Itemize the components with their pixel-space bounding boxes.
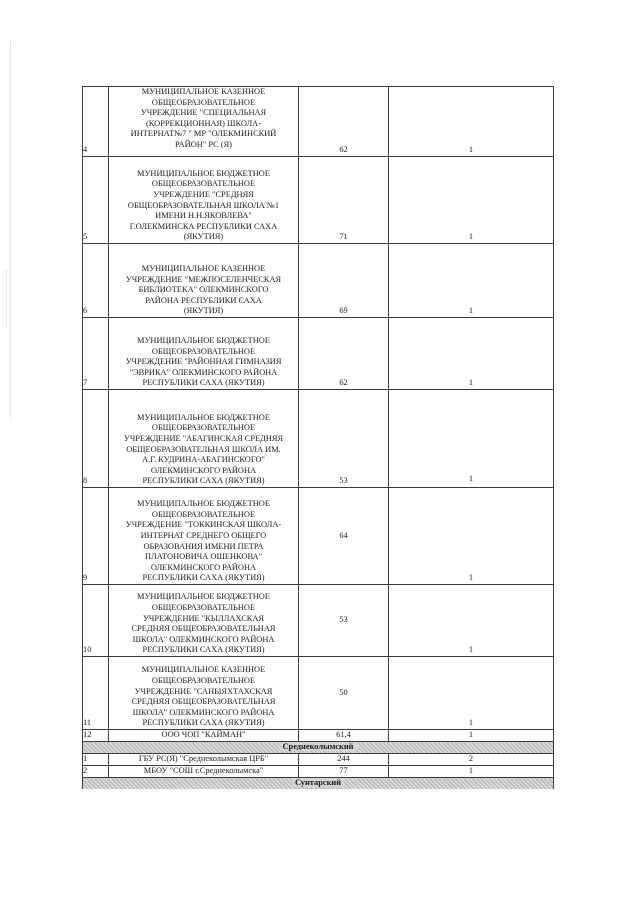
- table-row: [83, 585, 554, 657]
- table-row: [83, 657, 554, 730]
- organization-name: МУНИЦИПАЛЬНОЕ КАЗЕННОЕ ОБЩЕОБРАЗОВАТЕЛЬНОЕ УЧРЕЖДЕНИЕ "СПЕЦИАЛЬНАЯ (КОРРЕКЦИОННАЯ) ШКОЛА- ИНТЕРНАТ№7 " МР "ОЛЕКМИНСКИЙ РАЙОН" РС (Я): [109, 87, 299, 157]
- section-title: Среднеколымский: [83, 742, 554, 754]
- table-row: [83, 730, 554, 742]
- scan-margin-marks: [6, 270, 13, 330]
- organization-name: ГБУ РС(Я) "Среднеколымская ЦРБ": [109, 754, 299, 766]
- value-cell: 62: [299, 87, 389, 157]
- organization-name: МУНИЦИПАЛЬНОЕ БЮДЖЕТНОЕ ОБЩЕОБРАЗОВАТЕЛЬНОЕ УЧРЕЖДЕНИЕ "ТОККИНСКАЯ ШКОЛА- ИНТЕРНАТ СРЕДНЕГО ОБЩЕГО ОБРАЗОВАНИЯ ИМЕНИ ПЕТРА ПЛАТОНОВИЧА ОШЕНКОВА" ОЛЕКМИНСКОГО РАЙОНА РЕСПУБЛИКИ САХА (ЯКУТИЯ): [109, 488, 299, 585]
- row-number: 5: [83, 157, 109, 244]
- organization-name: МУНИЦИПАЛЬНОЕ БЮДЖЕТНОЕ ОБЩЕОБРАЗОВАТЕЛЬНОЕ УЧРЕЖДЕНИЕ "РАЙОННАЯ ГИМНАЗИЯ "ЭВРИКА" ОЛЕКМИНСКОГО РАЙОНА РЕСПУБЛИКИ САХА (ЯКУТИЯ): [109, 318, 299, 390]
- value-cell: 77: [299, 766, 389, 778]
- table-row: [83, 244, 554, 318]
- value-cell: 69: [299, 244, 389, 318]
- row-number: 2: [83, 766, 109, 778]
- table-row: [83, 754, 554, 766]
- count-cell: 1: [389, 766, 554, 778]
- count-cell: 1: [389, 488, 554, 585]
- value-cell: 71: [299, 157, 389, 244]
- count-cell: 1: [389, 244, 554, 318]
- section-title: Сунтарский: [83, 778, 554, 790]
- section-header-row: [83, 778, 554, 790]
- table-row: [83, 318, 554, 390]
- value-cell: 62: [299, 318, 389, 390]
- value-cell: 53: [299, 390, 389, 488]
- value-cell: 61,4: [299, 730, 389, 742]
- table-row: [83, 488, 554, 585]
- row-number: 8: [83, 390, 109, 488]
- row-number: 7: [83, 318, 109, 390]
- row-number: 4: [83, 87, 109, 157]
- table-row: [83, 157, 554, 244]
- count-cell: 1: [389, 730, 554, 742]
- organizations-table: [82, 86, 554, 789]
- count-cell: 1: [389, 585, 554, 657]
- organization-name: ООО ЧОП "КАЙМАН": [109, 730, 299, 742]
- count-cell: 2: [389, 754, 554, 766]
- value-cell: 50: [299, 657, 389, 730]
- count-cell: 1: [389, 657, 554, 730]
- row-number: 11: [83, 657, 109, 730]
- organization-name: МУНИЦИПАЛЬНОЕ БЮДЖЕТНОЕ ОБЩЕОБРАЗОВАТЕЛЬНОЕ УЧРЕЖДЕНИЕ "СРЕДНЯЯ ОБЩЕОБРАЗОВАТЕЛЬНАЯ ШКОЛА №1 ИМЕНИ Н.Н.ЯКОВЛЕВА" Г.ОЛЕКМИНСКА РЕСПУБЛИКИ САХА (ЯКУТИЯ): [109, 157, 299, 244]
- count-cell: 1: [389, 390, 554, 488]
- organization-name: МУНИЦИПАЛЬНОЕ КАЗЕННОЕ УЧРЕЖДЕНИЕ "МЕЖПОСЕЛЕНЧЕСКАЯ БИБЛИОТЕКА" ОЛЕКМИНСКОГО РАЙОНА РЕСПУБЛИКИ САХА (ЯКУТИЯ): [109, 244, 299, 318]
- value-cell: 64: [299, 488, 389, 585]
- table-row: [83, 390, 554, 488]
- table-row: [83, 766, 554, 778]
- section-header-row: [83, 742, 554, 754]
- count-cell: 1: [389, 318, 554, 390]
- count-cell: 1: [389, 87, 554, 157]
- row-number: 1: [83, 754, 109, 766]
- value-cell: 53: [299, 585, 389, 657]
- count-cell: 1: [389, 157, 554, 244]
- organization-name: МУНИЦИПАЛЬНОЕ БЮДЖЕТНОЕ ОБЩЕОБРАЗОВАТЕЛЬНОЕ УЧРЕЖДЕНИЕ "АБАГИНСКАЯ СРЕДНЯЯ ОБЩЕОБРАЗОВАТЕЛЬНАЯ ШКОЛА ИМ. А.Г. КУДРИНА-АБАГИНСКОГО" ОЛЕКМИНСКОГО РАЙОНА РЕСПУБЛИКИ САХА (ЯКУТИЯ): [109, 390, 299, 488]
- row-number: 12: [83, 730, 109, 742]
- organization-name: МУНИЦИПАЛЬНОЕ КАЗЕННОЕ ОБЩЕОБРАЗОВАТЕЛЬНОЕ УЧРЕЖДЕНИЕ "САНЫЯХТАХСКАЯ СРЕДНЯЯ ОБЩЕОБРАЗОВАТЕЛЬНАЯ ШКОЛА" ОЛЕКМИНСКОГО РАЙОНА РЕСПУБЛИКИ САХА (ЯКУТИЯ): [109, 657, 299, 730]
- table-row: [83, 87, 554, 157]
- row-number: 6: [83, 244, 109, 318]
- organization-name: МБОУ "СОШ г.Среднеколымска": [109, 766, 299, 778]
- scan-margin-marks: [10, 40, 17, 420]
- value-cell: 244: [299, 754, 389, 766]
- organization-name: МУНИЦИПАЛЬНОЕ БЮДЖЕТНОЕ ОБЩЕОБРАЗОВАТЕЛЬНОЕ УЧРЕЖДЕНИЕ "КЫЛЛАХСКАЯ СРЕДНЯЯ ОБЩЕОБРАЗОВАТЕЛЬНАЯ ШКОЛА" ОЛЕКМИНСКОГО РАЙОНА РЕСПУБЛИКИ САХА (ЯКУТИЯ): [109, 585, 299, 657]
- row-number: 10: [83, 585, 109, 657]
- row-number: 9: [83, 488, 109, 585]
